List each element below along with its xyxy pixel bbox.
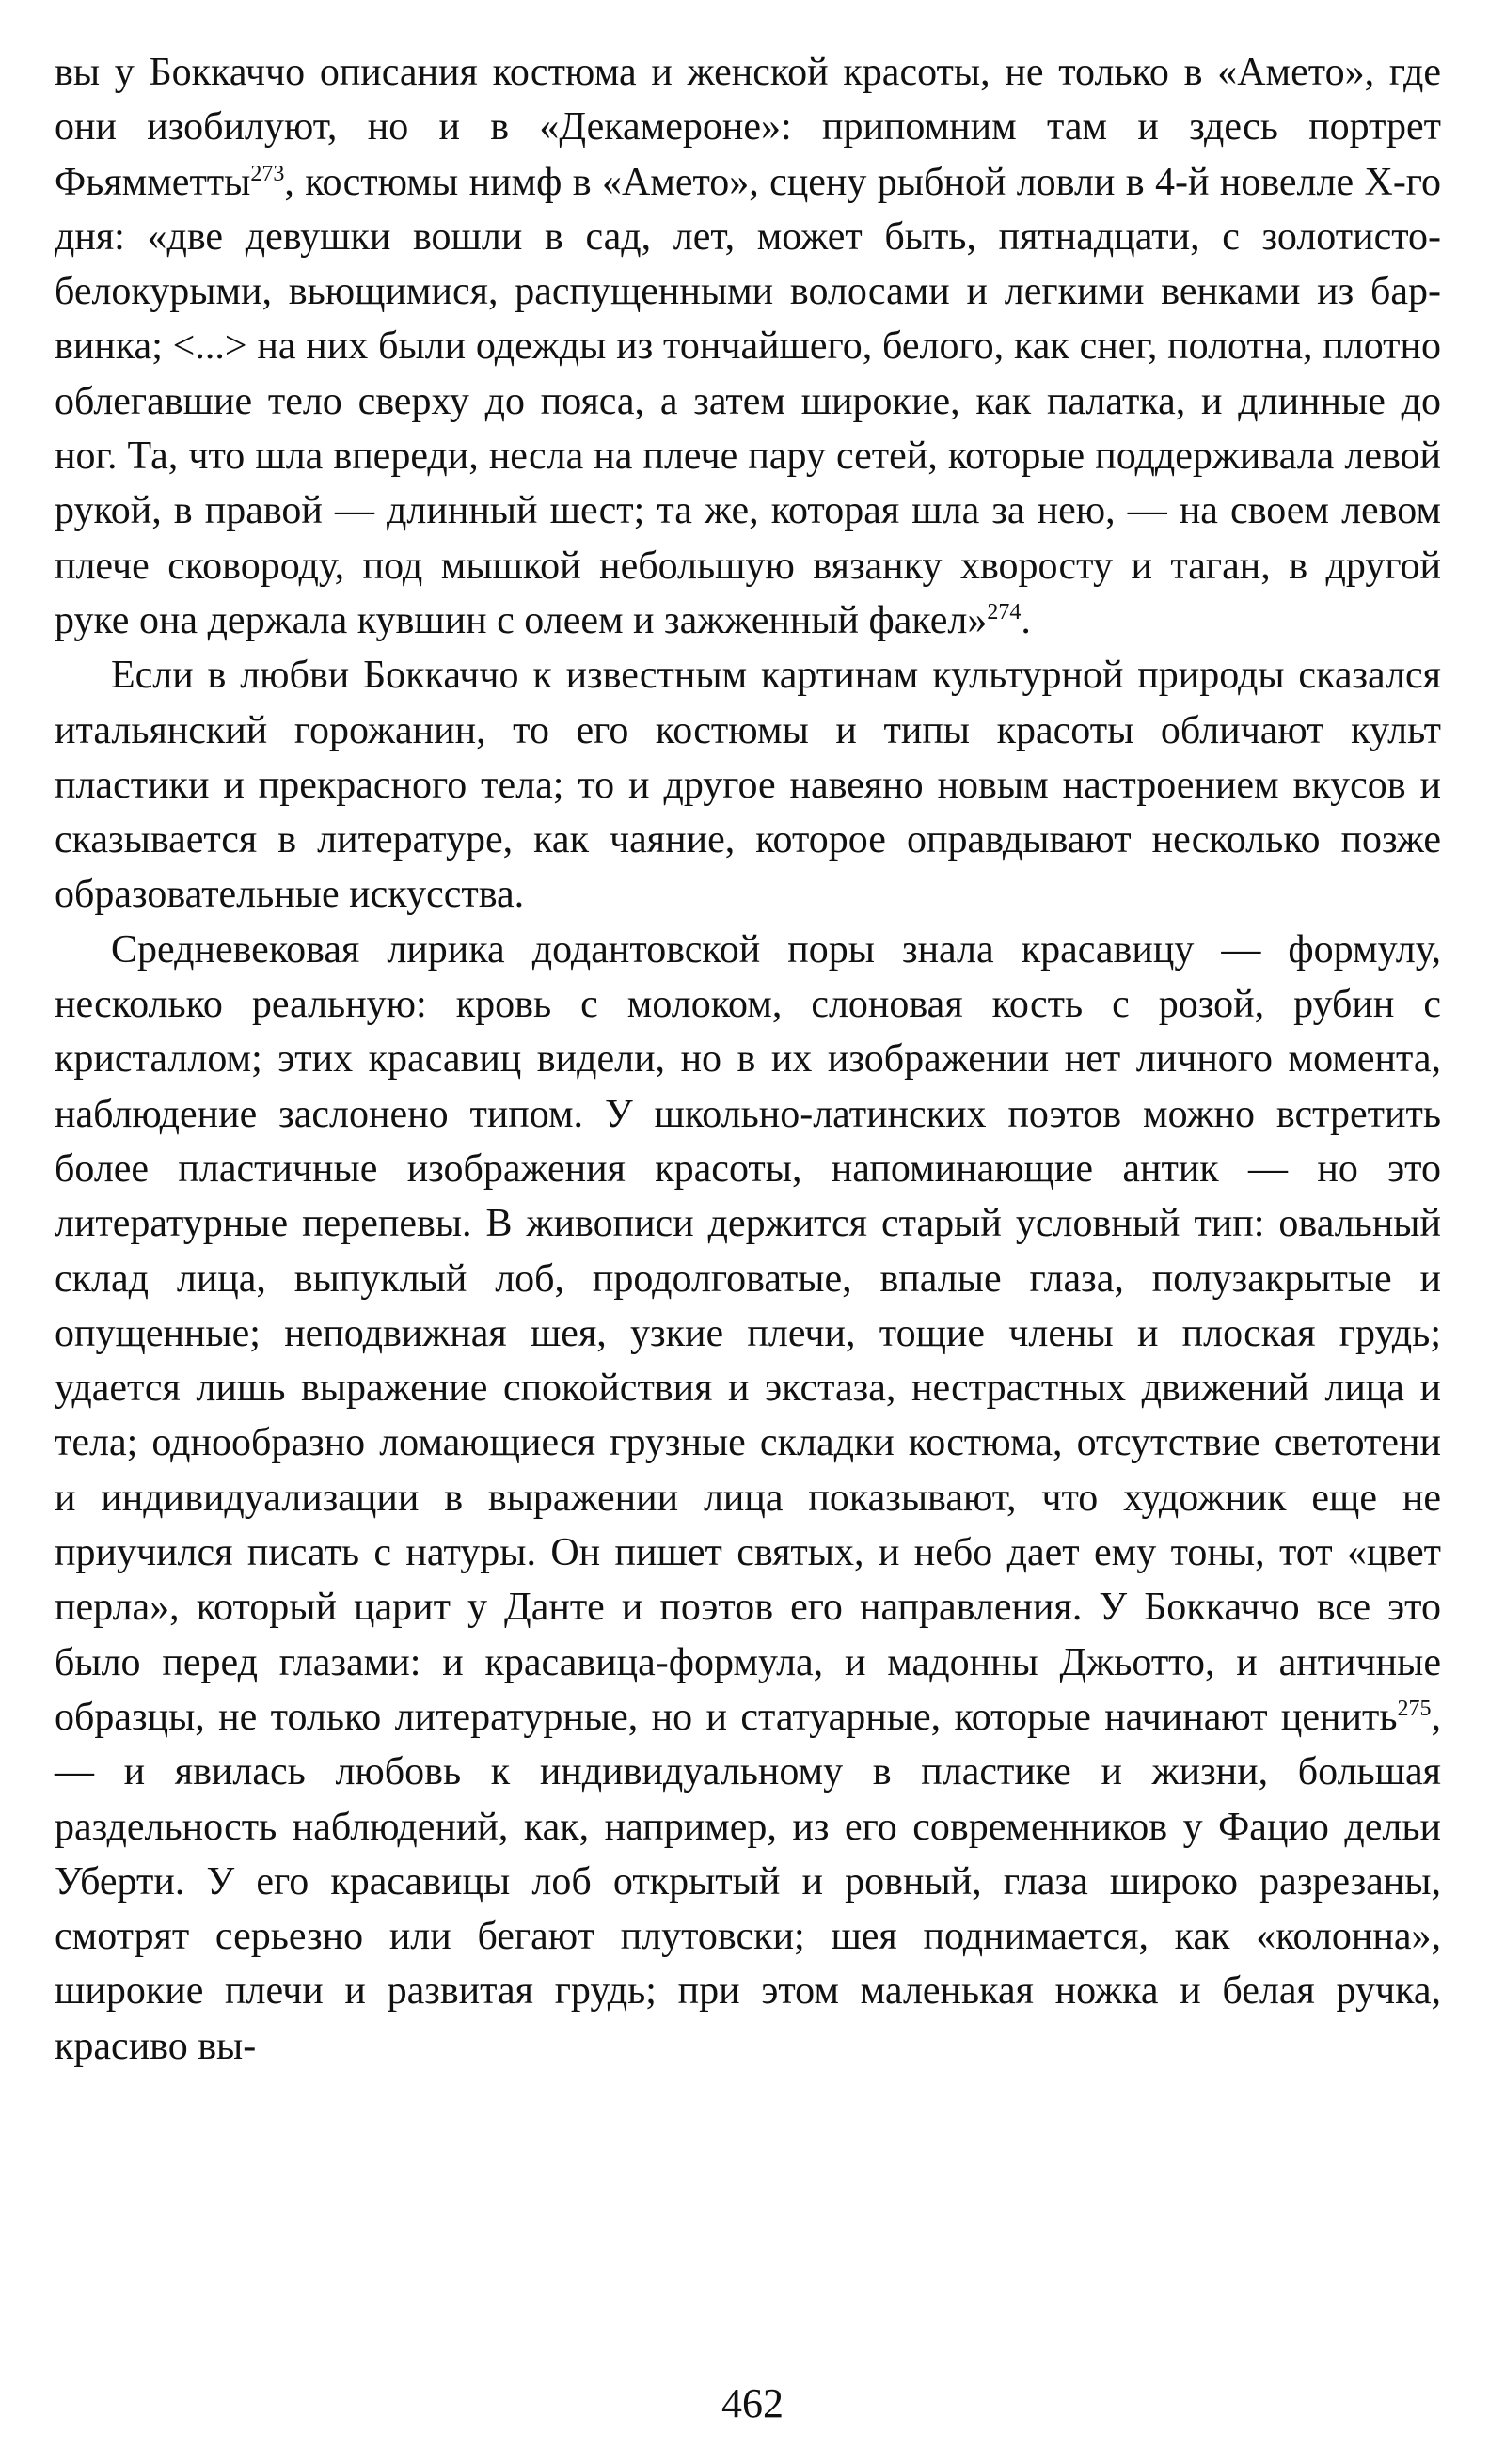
paragraph-3 (55, 923, 1441, 2074)
page-text (55, 45, 1441, 2074)
text-segment: вы у Боккаччо описания костюма и женской красоты, не только в «Амето», где они изобилуют, но и в «Декамероне»: припомним там и здесь портрет Фьямметты (55, 51, 1441, 204)
page-number: 462 (721, 2380, 784, 2426)
footnote-ref-273[interactable]: 273 (250, 161, 285, 186)
text-segment: , — и явилась любовь к индивидуальному в пластике и жизни, большая раздельность наблюдений, как, например, из его современников у Фацио дельи Уберти. У его красавицы лоб открытый и ровный, глаза широко разрезаны, смотрят серьезно или бегают плутовски; шея поднимается, как «колонна», широкие плечи и развитая грудь; при этом маленькая ножка и белая ручка, красиво вы- (55, 1695, 1441, 2068)
text-segment: . (1021, 598, 1031, 642)
paragraph-2 (55, 648, 1441, 922)
paragraph-1 (55, 45, 1441, 648)
text-segment: Если в любви Боккаччо к известным картинам культурной природы сказался итальянский горожанин, то его костюмы и типы красоты обличают культ пластики и прекрасного тела; то и другое навеяно новым настроением вкусов и сказывается в литературе, как чаяние, которое оправдывают несколько позже образовательные искусства. (55, 654, 1441, 917)
text-segment: Средневековая лирика додантовской поры знала красавицу — формулу, несколько реальную: кровь с молоком, слоновая кость с розой, рубин с кристаллом; этих красавиц видели, но в их изображении нет личного момента, наблюдение заслонено типом. У школьно-латинских поэтов можно встретить более пластичные изображения красоты, напоминающие антик — но это литературные перепевы. В живописи держится старый условный тип: овальный склад лица, выпуклый лоб, продолговатые, впалые глаза, полузакрытые и опущенные; неподвижная шея, узкие плечи, тощие члены и плоская грудь; удается лишь выражение спокойствия и экстаза, нестрастных движений лица и тела; однообразно ломающиеся грузные складки костюма, отсутствие светотени и индивидуализации в выражении лица показывают, что художник еще не приучился писать с натуры. Он пишет святых, и небо дает ему тоны, тот «цвет перла», который царит у Данте и поэтов его направления. У Боккаччо все это было перед глазами: и красавица-формула, и мадонны Джьотто, и античные образцы, не только литературные, но и статуарные, которые начинают ценить (55, 927, 1441, 1739)
text-segment: , костюмы нимф в «Амето», сцену рыбной ловли в 4-й новелле X-го дня: «две девушки вошли в сад, лет, может быть, пятнадцати, с золотисто-белокурыми, вьющимися, распущенными волосами и легкими венками из барвинка; <...> на них были одежды из тончайшего, белого, как снег, полотна, плотно облегавшие тело сверху до пояса, а затем широкие, как палатка, и длинные до ног. Та, что шла впереди, несла на плече пару сетей, которые поддерживала левой рукой, в правой — длинный шест; та же, которая шла за нею, — на своем левом плече сковороду, под мышкой небольшую вязанку хворосту и таган, в другой руке она держала кувшин с олеем и зажженный факел» (55, 160, 1441, 642)
footnote-ref-275[interactable]: 275 (1397, 1696, 1432, 1721)
footnote-ref-274[interactable]: 274 (987, 599, 1022, 624)
